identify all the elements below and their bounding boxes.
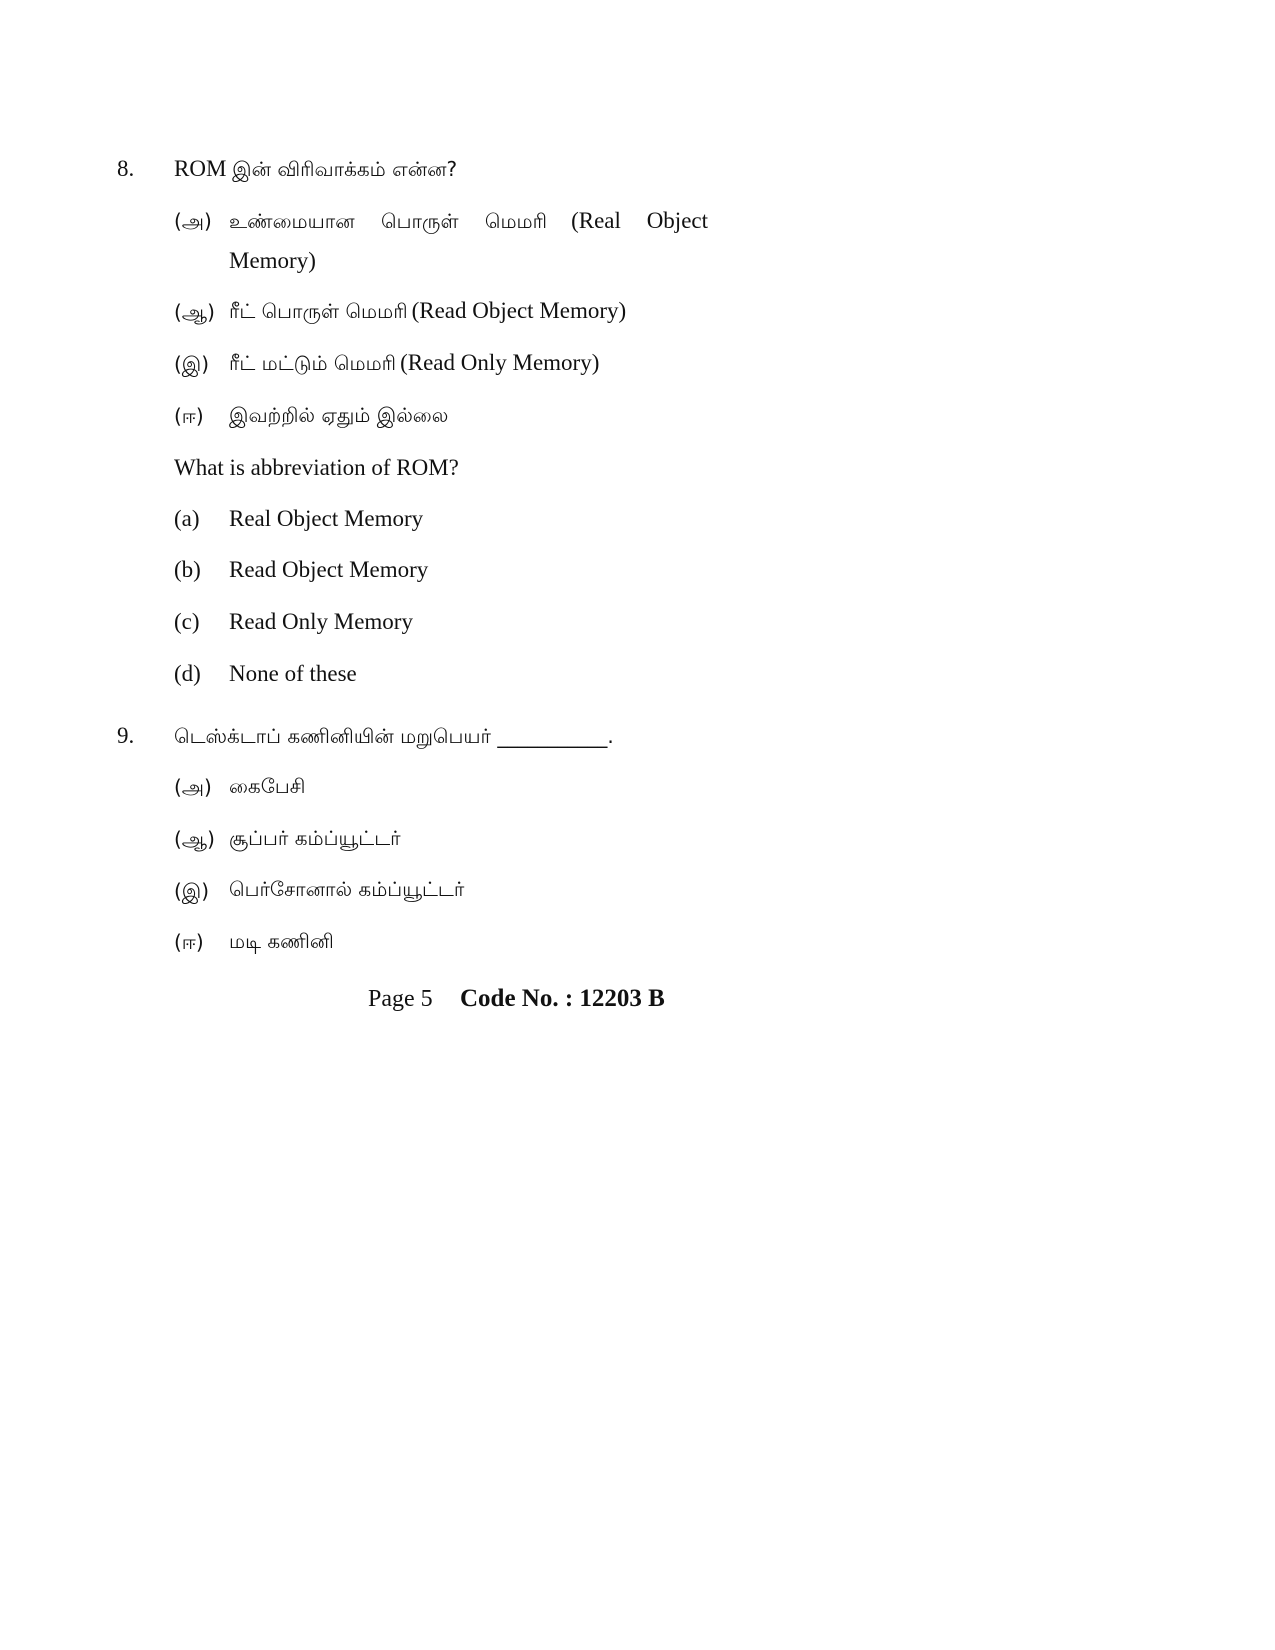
page-number: Page 5 [368, 986, 433, 1012]
question-9-tamil-option-c-label: (இ) [174, 879, 210, 903]
question-9-number: 9. [117, 723, 135, 748]
question-9-tamil-option-b: சூப்பர் கம்ப்யூட்டர் [229, 826, 401, 850]
question-8-tamil-option-a-label: (அ) [174, 209, 212, 233]
question-8-stem-acronym: ROM [174, 156, 227, 181]
question-8-english-option-b: Read Object Memory [229, 557, 429, 582]
question-8-tamil-option-a-english: (Real Object [571, 208, 709, 233]
question-8-tamil-option-b-text: ரீட் பொருள் மெமரி [229, 299, 408, 323]
question-8-tamil-option-d-label: (ஈ) [174, 404, 204, 428]
question-9-tamil-option-a: கைபேசி [229, 774, 306, 798]
question-8-english-option-a: Real Object Memory [229, 506, 424, 531]
question-8-english-option-d: None of these [229, 661, 357, 686]
question-8-tamil-option-b-label: (ஆ) [174, 300, 215, 324]
question-8-tamil-option-b-english: (Read Object Memory) [411, 298, 627, 323]
question-9-tamil-option-d: மடி கணினி [229, 929, 334, 953]
question-8-english-stem: What is abbreviation of ROM? [174, 455, 459, 480]
question-8-english-option-d-label: (d) [174, 661, 201, 686]
question-8-english-option-a-label: (a) [174, 506, 200, 531]
question-9-tamil-option-c: பெர்சோனால் கம்ப்யூட்டர் [229, 877, 465, 901]
question-8-number: 8. [117, 156, 135, 181]
question-8-english-option-c: Read Only Memory [229, 609, 413, 634]
question-8-tamil-option-c-english: (Read Only Memory) [400, 350, 600, 375]
question-8-tamil-option-c-label: (இ) [174, 352, 210, 376]
question-8-tamil-option-d: இவற்றில் ஏதும் இல்லை [229, 403, 449, 427]
question-8-tamil-option-a-line2: Memory) [229, 248, 316, 273]
question-9-tamil-option-d-label: (ஈ) [174, 930, 204, 954]
question-9-tamil-option-b-label: (ஆ) [174, 827, 215, 851]
question-8-english-option-c-label: (c) [174, 609, 200, 634]
question-8-tamil-option-b [229, 299, 626, 322]
question-9-tamil-stem: டெஸ்க்டாப் கணினியின் மறுபெயர் ___________. [174, 724, 614, 748]
question-8-english-option-b-label: (b) [174, 557, 201, 582]
code-number: Code No. : 12203 B [460, 985, 665, 1012]
question-9-tamil-option-a-label: (அ) [174, 775, 212, 799]
question-8-tamil-option-c [229, 351, 599, 374]
question-8-tamil-option-a-line1 [229, 209, 708, 232]
question-8-stem-tamil-text: இன் விரிவாக்கம் என்ன? [232, 157, 458, 181]
question-8-tamil-option-c-text: ரீட் மட்டும் மெமரி [229, 351, 397, 375]
question-8-tamil-stem [174, 157, 457, 180]
question-8-tamil-option-a-text: உண்மையான பொருள் மெமரி [229, 209, 548, 233]
